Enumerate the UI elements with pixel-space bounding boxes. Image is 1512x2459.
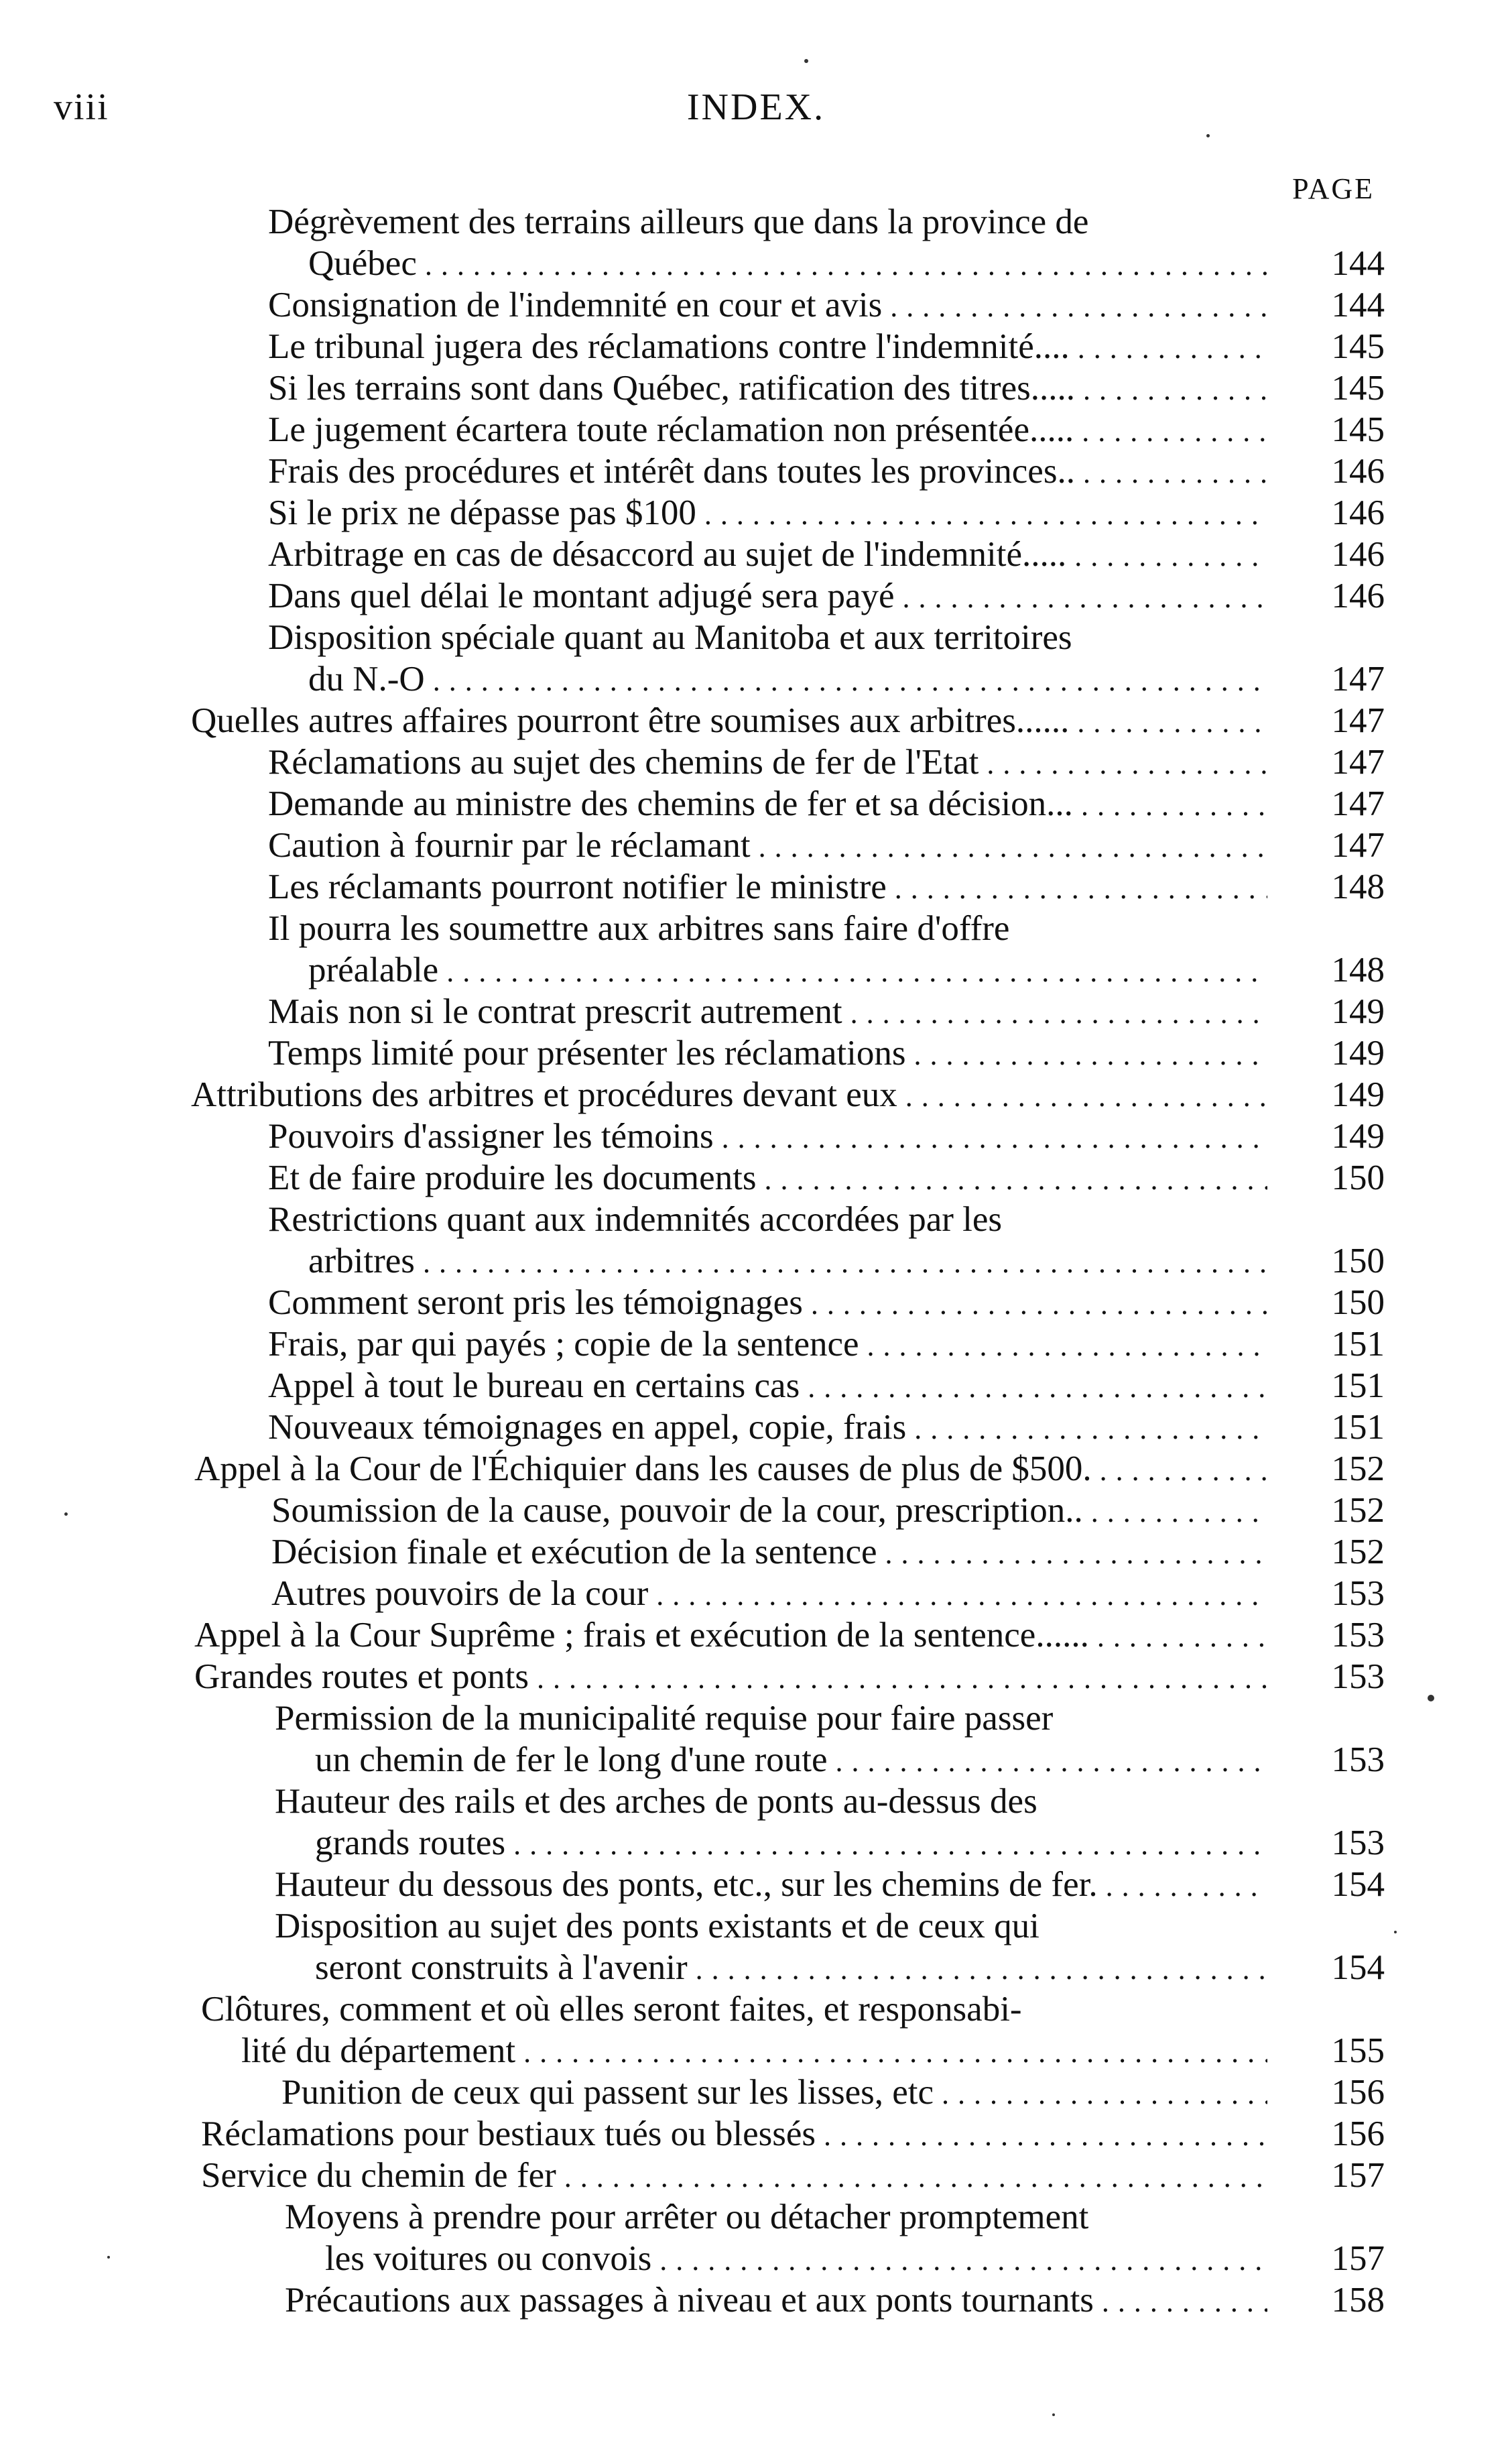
page-column-label: PAGE [1292, 172, 1375, 205]
index-entry [0, 1656, 1512, 1697]
entry-text: Réclamations au sujet des chemins de fer de l'Etat . . . [268, 741, 1267, 785]
entry-text: Appel à la Cour de l'Échiquier dans les causes de plus de $500. . . . [194, 1448, 1267, 1492]
index-entry [0, 866, 1512, 908]
index-entry [0, 201, 1512, 284]
page-number: 149 [1331, 1075, 1385, 1114]
entry-text: Québec . . . [308, 243, 1267, 286]
entry-text: Le jugement écartera toute réclamation non présentée..... . . . [268, 409, 1267, 453]
page-number: 153 [1331, 1823, 1385, 1862]
page-number: 146 [1331, 493, 1385, 532]
index-entry [0, 1781, 1512, 1864]
index-entry [0, 2113, 1512, 2155]
index-entry [0, 700, 1512, 741]
entry-text: Dans quel délai le montant adjugé sera payé . . . [268, 575, 1267, 619]
entry-text: Grandes routes et ponts . . . [194, 1656, 1267, 1699]
entry-text: Consignation de l'indemnité en cour et avis . . . [268, 284, 1267, 328]
page-number: 150 [1331, 1242, 1385, 1280]
page-number: 150 [1331, 1283, 1385, 1322]
page-number: 151 [1331, 1366, 1385, 1405]
index-entry [0, 575, 1512, 617]
index-entry [0, 1490, 1512, 1531]
page-number: 146 [1331, 577, 1385, 615]
page-number: 147 [1331, 660, 1385, 699]
entry-text: Hauteur du dessous des ponts, etc., sur les chemins de fer. . . . [275, 1864, 1267, 1907]
page-number: 149 [1331, 1117, 1385, 1156]
page-number: 147 [1331, 784, 1385, 823]
entry-text: Permission de la municipalité requise pour faire passer [275, 1699, 1054, 1738]
entry-text: Restrictions quant aux indemnités accordées par les [268, 1200, 1002, 1239]
page-number: 151 [1331, 1325, 1385, 1364]
page-number: 144 [1331, 244, 1385, 283]
entry-text: Réclamations pour bestiaux tués ou blessés . . . [201, 2113, 1267, 2157]
index-entry [0, 741, 1512, 783]
page-number: 145 [1331, 327, 1385, 366]
index-entry [0, 1448, 1512, 1490]
page-number: 153 [1331, 1616, 1385, 1655]
index-entry [0, 1116, 1512, 1157]
page-number: 156 [1331, 2073, 1385, 2112]
page-number: 150 [1331, 1158, 1385, 1197]
entry-text: Clôtures, comment et où elles seront faites, et responsabi- [201, 1990, 1022, 2029]
page-number: 157 [1331, 2239, 1385, 2278]
entry-text: Et de faire produire les documents . . . [268, 1157, 1267, 1201]
index-entry [0, 1199, 1512, 1282]
ink-speck [1428, 1695, 1434, 1701]
entry-text: Moyens à prendre pour arrêter ou détacher promptement [285, 2198, 1089, 2236]
entry-text: Attributions des arbitres et procédures devant eux . . . [191, 1074, 1267, 1118]
index-entry [0, 534, 1512, 575]
entry-text: Caution à fournir par le réclamant . . . [268, 825, 1267, 868]
entry-text: préalable . . . [308, 949, 1267, 993]
entry-text: Punition de ceux qui passent sur les lisses, etc . . . [281, 2072, 1267, 2115]
entry-text: arbitres . . . [308, 1240, 1267, 1284]
page-number: 147 [1331, 826, 1385, 865]
page-number: 152 [1331, 1533, 1385, 1571]
index-entry [0, 1864, 1512, 1905]
entry-text: Disposition spéciale quant au Manitoba et aux territoires [268, 618, 1072, 657]
page-number: 157 [1331, 2156, 1385, 2195]
page-number: 152 [1331, 1449, 1385, 1488]
page-number: 149 [1331, 1034, 1385, 1073]
page-number: 152 [1331, 1491, 1385, 1530]
entry-text: Demande au ministre des chemins de fer et sa décision... . . . [268, 783, 1267, 827]
entry-text: seront construits à l'avenir . . . [315, 1947, 1267, 1990]
ink-speck [64, 1512, 68, 1516]
index-entry [0, 1365, 1512, 1406]
index-list [0, 201, 1512, 2321]
entry-text: Pouvoirs d'assigner les témoins . . . [268, 1116, 1267, 1159]
index-entry [0, 908, 1512, 991]
index-entry [0, 1323, 1512, 1365]
entry-text: Nouveaux témoignages en appel, copie, frais . . . [268, 1406, 1267, 1450]
index-entry [0, 1531, 1512, 1573]
page-number: 148 [1331, 951, 1385, 989]
index-entry [0, 1406, 1512, 1448]
page-number: 148 [1331, 867, 1385, 906]
index-entry [0, 1157, 1512, 1199]
index-entry [0, 2155, 1512, 2196]
entry-text: Disposition au sujet des ponts existants et de ceux qui [275, 1907, 1040, 1945]
index-entry [0, 2279, 1512, 2321]
ink-speck [107, 2256, 110, 2259]
entry-text: Les réclamants pourront notifier le ministre . . . [268, 866, 1267, 910]
entry-text: Mais non si le contrat prescrit autrement . . . [268, 991, 1267, 1034]
entry-text: Quelles autres affaires pourront être soumises aux arbitres...... . . . [191, 700, 1267, 743]
entry-text: Appel à la Cour Suprême ; frais et exécution de la sentence...... . . . [194, 1614, 1267, 1658]
entry-text: Hauteur des rails et des arches de ponts au-dessus des [275, 1782, 1037, 1821]
entry-text: Frais, par qui payés ; copie de la sentence . . . [268, 1323, 1267, 1367]
page-number: 145 [1331, 369, 1385, 408]
page-number: 154 [1331, 1865, 1385, 1904]
page-number: 146 [1331, 535, 1385, 574]
entry-text: Autres pouvoirs de la cour . . . [271, 1573, 1267, 1616]
page-number: 158 [1331, 2281, 1385, 2320]
entry-text: Si le prix ne dépasse pas $100 . . . [268, 492, 1267, 536]
running-title: INDEX. [686, 86, 826, 128]
page-number: 154 [1331, 1948, 1385, 1987]
index-entry [0, 2072, 1512, 2113]
index-entry [0, 326, 1512, 367]
page-number: 153 [1331, 1740, 1385, 1779]
entry-text: Appel à tout le bureau en certains cas . . . [268, 1365, 1267, 1408]
index-entry [0, 1905, 1512, 1988]
entry-text: Frais des procédures et intérêt dans toutes les provinces.. . . . [268, 451, 1267, 494]
entry-text: Il pourra les soumettre aux arbitres sans faire d'offre [268, 909, 1010, 948]
entry-text: Comment seront pris les témoignages . . . [268, 1282, 1267, 1325]
entry-text: Précautions aux passages à niveau et aux ponts tournants . . . [285, 2279, 1267, 2323]
entry-text: Arbitrage en cas de désaccord au sujet de l'indemnité..... . . . [268, 534, 1267, 577]
index-entry [0, 1573, 1512, 1614]
page-header [0, 86, 1512, 139]
page-number: 146 [1331, 452, 1385, 491]
index-entry [0, 991, 1512, 1032]
ink-speck [1394, 1931, 1397, 1933]
page-number: 151 [1331, 1408, 1385, 1447]
entry-text: lité du département . . . [241, 2030, 1267, 2074]
page-number: 155 [1331, 2031, 1385, 2070]
page-number: 144 [1331, 286, 1385, 324]
entry-text: du N.-O . . . [308, 658, 1267, 702]
index-entry [0, 409, 1512, 451]
index-entry [0, 1074, 1512, 1116]
page-number: 156 [1331, 2114, 1385, 2153]
index-entry [0, 1614, 1512, 1656]
index-entry [0, 2196, 1512, 2279]
index-entry [0, 1282, 1512, 1323]
index-entry [0, 284, 1512, 326]
folio: viii [54, 86, 109, 128]
entry-text: Temps limité pour présenter les réclamations . . . [268, 1032, 1267, 1076]
entry-text: Soumission de la cause, pouvoir de la cour, prescription.. . . . [271, 1490, 1267, 1533]
page-number: 153 [1331, 1657, 1385, 1696]
ink-speck [1206, 134, 1210, 137]
index-entry [0, 1697, 1512, 1781]
index-entry [0, 783, 1512, 825]
entry-text: Service du chemin de fer . . . [201, 2155, 1267, 2198]
page-number: 147 [1331, 743, 1385, 782]
page-number: 145 [1331, 410, 1385, 449]
index-entry [0, 492, 1512, 534]
page-number: 149 [1331, 992, 1385, 1031]
entry-text: Si les terrains sont dans Québec, ratification des titres..... . . . [268, 367, 1267, 411]
ink-speck [1052, 2413, 1055, 2416]
index-entry [0, 617, 1512, 700]
index-entry [0, 825, 1512, 866]
index-entry [0, 367, 1512, 409]
index-entry [0, 1032, 1512, 1074]
page-number: 153 [1331, 1574, 1385, 1613]
entry-text: grands routes . . . [315, 1822, 1267, 1866]
entry-text: Le tribunal jugera des réclamations contre l'indemnité.... . . . [268, 326, 1267, 369]
entry-text: les voitures ou convois . . . [325, 2238, 1267, 2281]
ink-speck [804, 59, 808, 63]
index-entry [0, 451, 1512, 492]
index-entry [0, 1988, 1512, 2072]
page-number: 147 [1331, 701, 1385, 740]
entry-text: Dégrèvement des terrains ailleurs que dans la province de [268, 202, 1089, 241]
entry-text: Décision finale et exécution de la sentence . . . [271, 1531, 1267, 1575]
entry-text: un chemin de fer le long d'une route . . . [315, 1739, 1267, 1783]
